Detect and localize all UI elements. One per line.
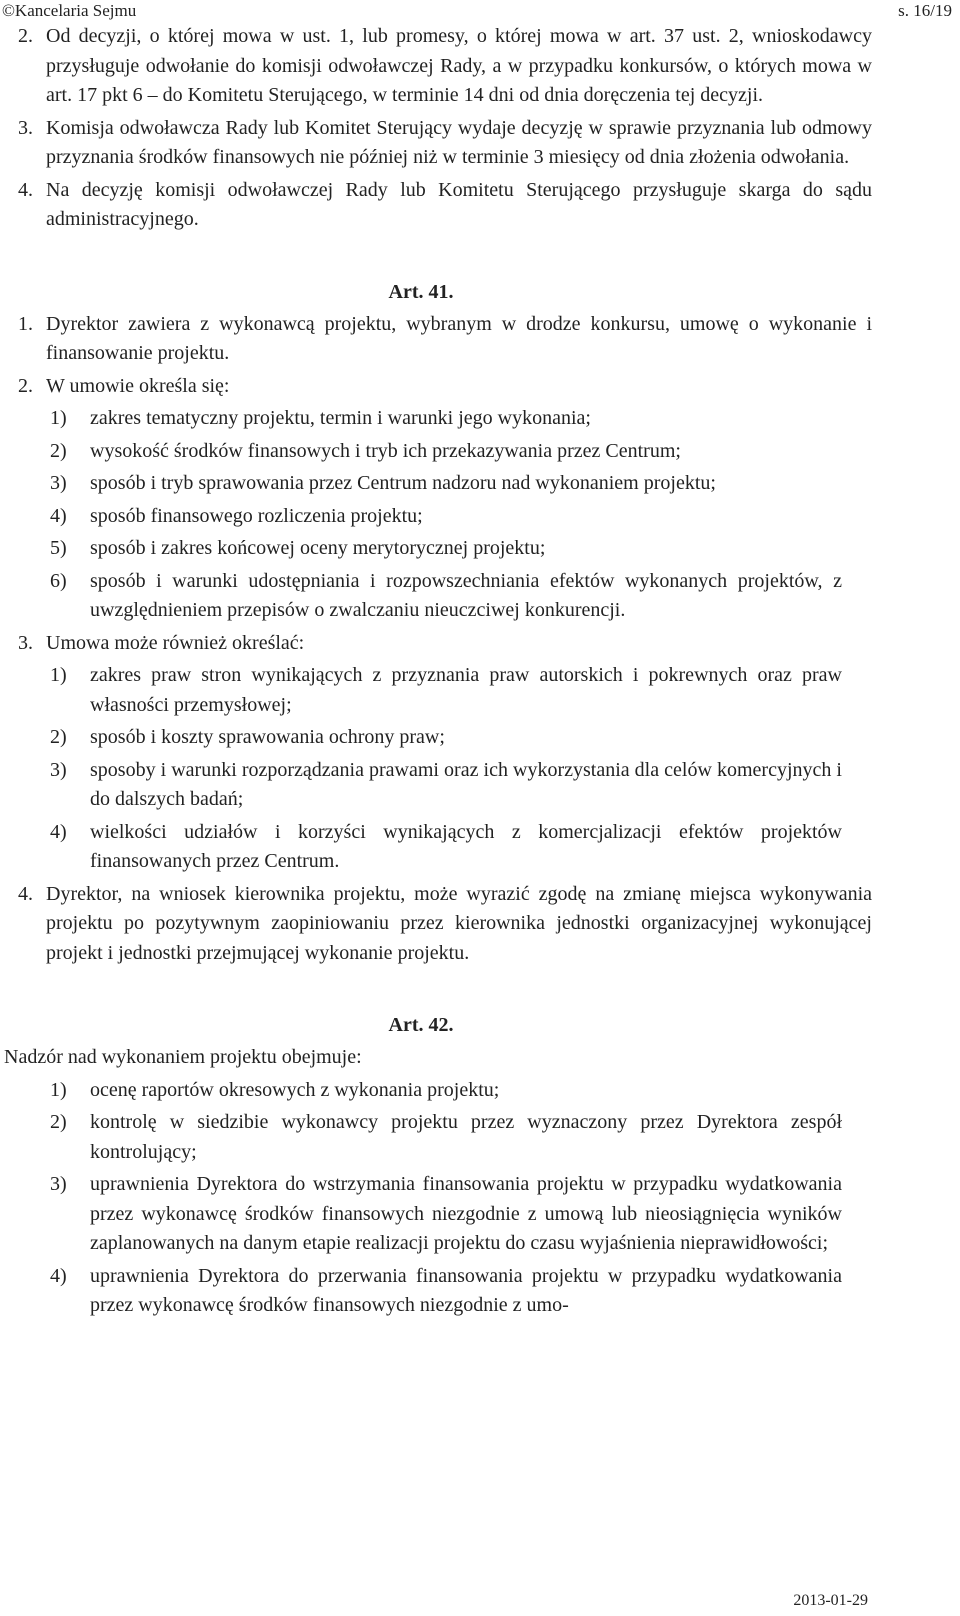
art41-ust2-pkt3	[50, 469, 842, 499]
paragraph-text: Dyrektor, na wniosek kierownika projektu, może wyrazić zgodę na zmianę miejsca wykonywania projektu po pozytywnym zaopiniowaniu przez kierownika jednostki organizacyjnej wykonującej projekt i jednostki przejmującej wykonanie projektu.	[46, 882, 872, 964]
art40-ust3	[18, 114, 872, 173]
point-text: zakres tematyczny projektu, termin i warunki jego wykonania;	[90, 407, 591, 429]
art41-ust3-pkt2	[50, 723, 842, 753]
art41-ust2-pkt4	[50, 502, 842, 532]
art41-ust2-pkt6	[50, 567, 842, 626]
paragraph-text: Na decyzję komisji odwoławczej Rady lub Komitetu Sterującego przysługuje skarga do sądu administracyjnego.	[46, 178, 872, 230]
art42-pkt1	[50, 1076, 842, 1106]
paragraph-text: Komisja odwoławcza Rady lub Komitet Sterujący wydaje decyzję w sprawie przyznania lub odmowy przyznania środków finansowych nie później niż w terminie 3 miesięcy od dnia złożenia odwołania.	[46, 116, 872, 168]
art41-ust2-pkt5	[50, 534, 842, 564]
point-number: 4)	[50, 820, 67, 843]
point-text: uprawnienia Dyrektora do wstrzymania finansowania projektu w przypadku wydatkowania przez wykonawcę środków finansowych niezgodnie z umową lub nieosiągnięcia wyników zaplanowanych na danym etapie realizacji projektu do czasu wyjaśnienia nieprawidłowości;	[90, 1173, 842, 1254]
art41-ust3-pkt1	[50, 661, 842, 720]
point-number: 6)	[50, 569, 67, 592]
point-number: 1)	[50, 407, 67, 429]
art40-ust4	[18, 176, 872, 235]
art40-ust2	[18, 22, 872, 111]
paragraph-text: Od decyzji, o której mowa w ust. 1, lub promesy, o której mowa w art. 37 ust. 2, wnioskodawcy przysługuje odwołanie do komisji odwoławczej Rady, a w przypadku konkursów, o których mowa w art. 17 pkt 6 – do Komitetu Sterującego, w terminie 14 dni od dnia doręczenia tej decyzji.	[46, 25, 872, 106]
point-text: sposób i zakres końcowej oceny merytorycznej projektu;	[90, 537, 546, 559]
point-number: 5)	[50, 537, 67, 559]
art41-ust1	[18, 310, 872, 369]
paragraph-number: 3.	[18, 631, 33, 654]
paragraph-text: W umowie określa się:	[46, 374, 230, 397]
point-number: 3)	[50, 472, 67, 494]
point-text: sposób i koszty sprawowania ochrony praw;	[90, 726, 445, 748]
point-number: 1)	[50, 664, 67, 686]
point-number: 2)	[50, 1111, 67, 1133]
art41-ust2-pkt2	[50, 437, 842, 467]
art41-ust2	[18, 372, 872, 402]
point-text: sposób i tryb sprawowania przez Centrum nadzoru nad wykonaniem projektu;	[90, 472, 716, 494]
paragraph-number: 2.	[18, 25, 33, 47]
header-page-number: s. 16/19	[898, 1, 952, 20]
art41-ust3-pkt4	[50, 818, 842, 877]
point-text: ocenę raportów okresowych z wykonania projektu;	[90, 1078, 500, 1101]
paragraph-number: 4.	[18, 882, 33, 905]
point-text: sposób finansowego rozliczenia projektu;	[90, 504, 423, 527]
article-42-title: Art. 42.	[388, 1014, 454, 1036]
point-text: zakres praw stron wynikających z przyznania praw autorskich i pokrewnych oraz praw własności przemysłowej;	[90, 664, 842, 716]
art42-pkt2	[50, 1108, 842, 1167]
point-text: sposoby i warunki rozporządzania prawami oraz ich wykorzystania dla celów komercyjnych i do dalszych badań;	[90, 758, 842, 810]
paragraph-number: 2.	[18, 374, 33, 397]
point-text: sposób i warunki udostępniania i rozpowszechniania efektów wykonanych projektów, z uwzględnieniem przepisów o zwalczaniu nieuczciwej konkurencji.	[90, 569, 842, 621]
document-body	[0, 22, 960, 1321]
point-text: uprawnienia Dyrektora do przerwania finansowania projektu w przypadku wydatkowania przez wykonawcę środków finansowych niezgodnie z umo-	[90, 1264, 842, 1316]
point-number: 1)	[50, 1078, 67, 1101]
point-text: wielkości udziałów i korzyści wynikających z komercjalizacji efektów projektów finansowanych przez Centrum.	[90, 820, 842, 872]
paragraph-number: 1.	[18, 312, 33, 335]
article-41-title: Art. 41.	[388, 280, 454, 303]
paragraph-number: 3.	[18, 116, 33, 139]
art42-pkt4	[50, 1262, 842, 1321]
point-text: wysokość środków finansowych i tryb ich przekazywania przez Centrum;	[90, 439, 681, 462]
point-number: 3)	[50, 1173, 67, 1195]
point-text: kontrolę w siedzibie wykonawcy projektu przez wyznaczony przez Dyrektora zespół kontrolujący;	[90, 1111, 842, 1163]
art41-ust3-pkt3	[50, 756, 842, 815]
art41-ust2-pkt1	[50, 404, 842, 434]
point-number: 2)	[50, 439, 67, 462]
paragraph-text: Dyrektor zawiera z wykonawcą projektu, wybranym w drodze konkursu, umowę o wykonanie i finansowanie projektu.	[46, 312, 872, 364]
art41-ust4	[18, 880, 872, 969]
footer-date: 2013-01-29	[793, 1592, 868, 1609]
paragraph-number: 4.	[18, 178, 33, 201]
point-number: 4)	[50, 504, 67, 527]
point-number: 3)	[50, 758, 67, 781]
art42-intro: Nadzór nad wykonaniem projektu obejmuje:	[4, 1046, 362, 1068]
point-number: 2)	[50, 726, 67, 748]
paragraph-text: Umowa może również określać:	[46, 631, 305, 654]
header-copyright: ©Kancelaria Sejmu	[2, 1, 137, 20]
art41-ust3	[18, 629, 872, 659]
point-number: 4)	[50, 1264, 67, 1287]
art42-pkt3	[50, 1170, 842, 1259]
